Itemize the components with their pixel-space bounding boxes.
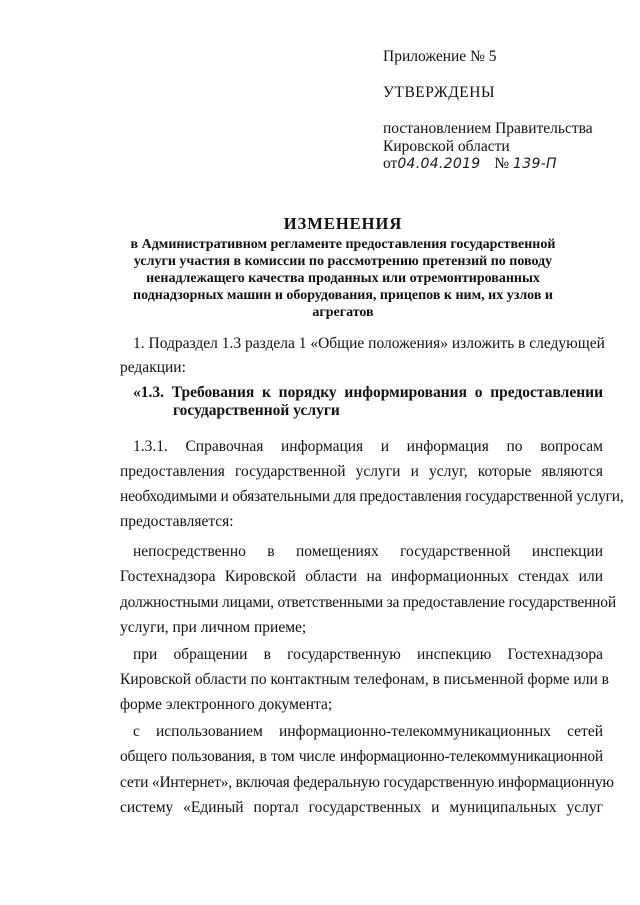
- section-heading-line-1: «1.3. Требования к порядку информирования о предоставлении: [133, 384, 603, 401]
- body-line-8: предоставляется:: [120, 513, 234, 530]
- section-heading-line-2: государственной услуги: [173, 402, 340, 419]
- body-line-5: 1.3.1. Справочная информация и информация по вопросам: [133, 438, 603, 455]
- date-prefix: от: [383, 155, 398, 172]
- document-title: ИЗМЕНЕНИЯ: [283, 214, 403, 233]
- body-line-7: необходимыми и обязательными для предоставления государственной услуги,: [120, 488, 624, 505]
- appendix-label: Приложение № 5: [383, 48, 497, 65]
- body-line-15: форме электронного документа;: [120, 696, 333, 713]
- title-subtitle-line-3: ненадлежащего качества проданных или отремонтированных: [146, 271, 540, 286]
- number-prefix: №: [494, 155, 510, 172]
- title-subtitle-line-5: агрегатов: [312, 305, 374, 320]
- resolution-line-2: Кировской области: [383, 138, 510, 155]
- body-line-11: должностными лицами, ответственными за предоставление государственной: [120, 594, 616, 611]
- body-line-9: непосредственно в помещениях государственной инспекции: [133, 543, 603, 560]
- body-line-18: сети «Интернет», включая федеральную государственную информационную: [120, 774, 614, 791]
- handwritten-number: 139-П: [513, 156, 557, 172]
- approved-label: УТВЕРЖДЕНЫ: [383, 84, 495, 101]
- body-line-14: Кировской области по контактным телефонам, в письменной форме или в: [120, 671, 609, 688]
- resolution-date-line: [383, 155, 557, 173]
- body-line-19: систему «Единый портал государственных и муниципальных услуг: [120, 799, 603, 816]
- body-line-6: предоставления государственной услуги и услуг, которые являются: [120, 463, 603, 480]
- body-line-2: редакции:: [120, 359, 186, 376]
- body-line-17: общего пользования, в том числе информационно-телекоммуникационной: [120, 748, 603, 765]
- title-subtitle-line-1: в Административном регламенте предоставления государственной: [130, 237, 556, 252]
- body-line-16: с использованием информационно-телекоммуникационных сетей: [133, 723, 603, 740]
- body-line-13: при обращении в государственную инспекцию Гостехнадзора: [133, 646, 603, 663]
- handwritten-date: 04.04.2019: [397, 156, 481, 172]
- title-subtitle-line-4: поднадзорных машин и оборудования, прицепов к ним, их узлов и: [133, 288, 553, 303]
- title-subtitle-line-2: услуги участия в комиссии по рассмотрению претензий по поводу: [133, 254, 553, 269]
- resolution-line-1: постановлением Правительства: [383, 120, 593, 137]
- body-line-1: 1. Подраздел 1.3 раздела 1 «Общие положения» изложить в следующей: [133, 335, 605, 352]
- body-line-12: услуги, при личном приеме;: [120, 619, 307, 636]
- body-line-10: Гостехнадзора Кировской области на информационных стендах или: [120, 568, 603, 585]
